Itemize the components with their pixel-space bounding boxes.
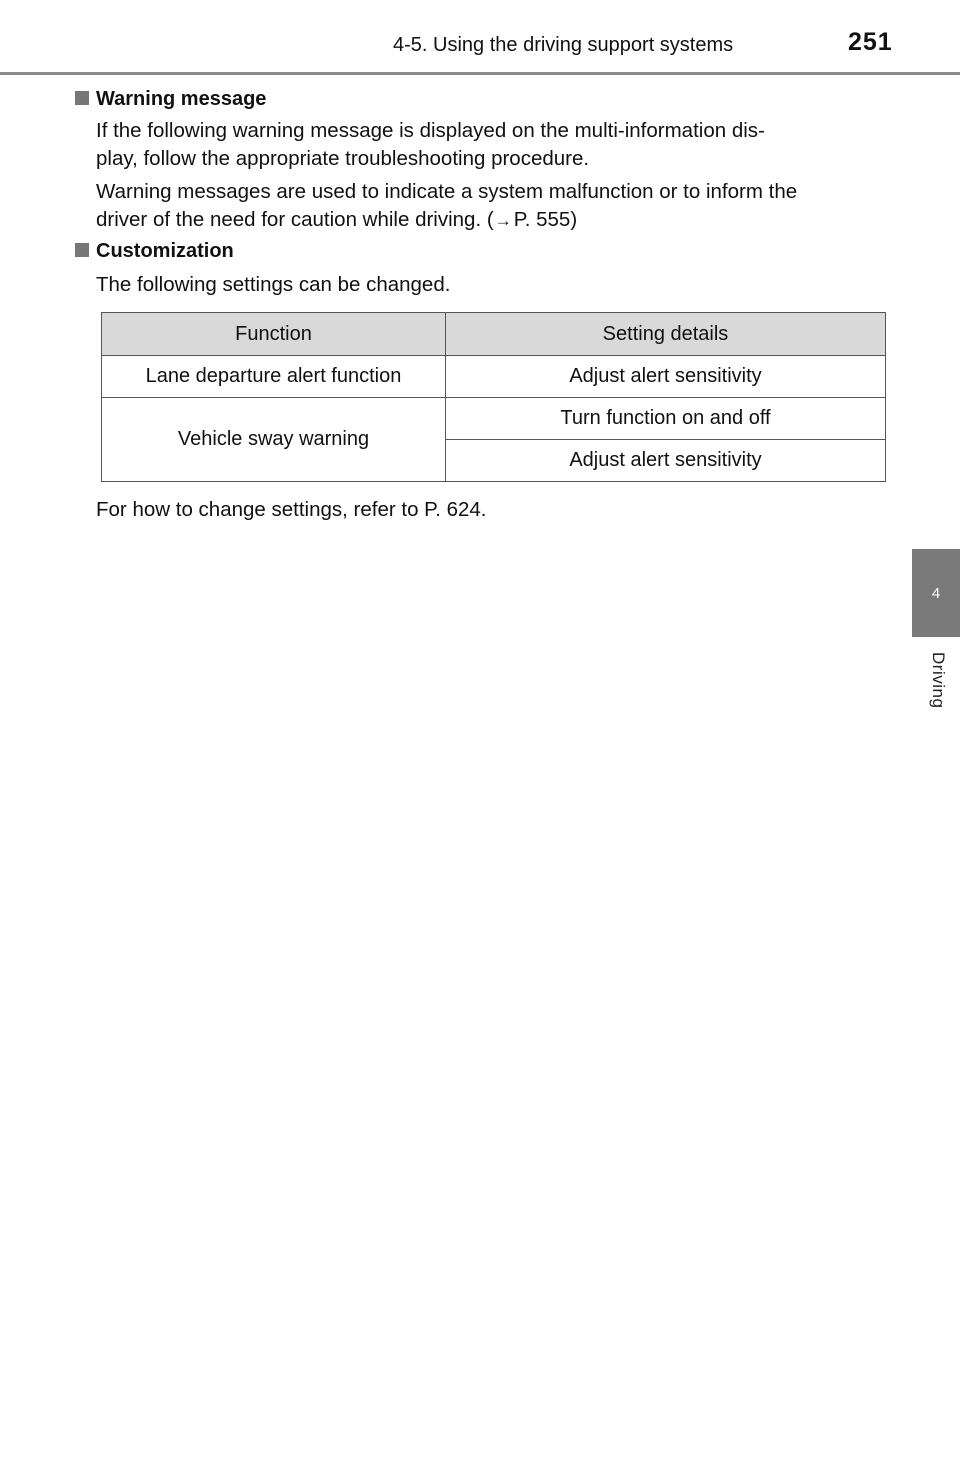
- square-bullet-icon: [75, 243, 89, 257]
- arrow-right-icon: →: [494, 211, 512, 230]
- header-divider: [0, 72, 960, 75]
- table-cell-setting: Adjust alert sensitivity: [446, 356, 886, 398]
- chapter-tab[interactable]: [912, 549, 960, 637]
- table-header-row: [102, 313, 886, 356]
- table-cell-function: Lane departure alert function: [102, 356, 446, 398]
- chapter-number: 4: [931, 584, 941, 602]
- warning-message-heading: [75, 88, 266, 111]
- warning-paragraph-2-line-2: [96, 206, 882, 235]
- customization-heading: [75, 240, 234, 263]
- warning-paragraph-1-line-1: If the following warning message is displayed on the multi-information dis-: [96, 119, 765, 142]
- warning-message-heading-text: Warning message: [96, 88, 267, 110]
- page-number: 251: [848, 28, 893, 56]
- table-cell-setting: Adjust alert sensitivity: [446, 440, 886, 482]
- customization-table: [101, 312, 886, 482]
- section-title: 4-5. Using the driving support systems: [393, 34, 734, 56]
- customization-intro: The following settings can be changed.: [96, 273, 451, 296]
- square-bullet-icon: [75, 91, 89, 105]
- table-row: [102, 398, 886, 440]
- table-header-function: Function: [102, 313, 446, 356]
- customization-heading-text: Customization: [96, 240, 234, 262]
- table-row: [102, 356, 886, 398]
- customization-footnote: For how to change settings, refer to P. 624.: [96, 498, 487, 521]
- table-header-setting-details: Setting details: [446, 313, 886, 356]
- table-cell-setting: Turn function on and off: [446, 398, 886, 440]
- warning-paragraph-1: [96, 117, 882, 173]
- warning-paragraph-2-line-1: Warning messages are used to indicate a system malfunction or to inform the: [96, 180, 798, 203]
- warning-paragraph-2-text: driver of the need for caution while driving. (: [96, 208, 494, 231]
- chapter-name: Driving: [929, 652, 948, 709]
- table-cell-function: Vehicle sway warning: [102, 398, 446, 482]
- warning-paragraph-1-line-2: play, follow the appropriate troubleshooting procedure.: [96, 147, 590, 170]
- page-reference-link[interactable]: P. 555): [513, 208, 578, 231]
- warning-paragraph-2: [96, 178, 882, 235]
